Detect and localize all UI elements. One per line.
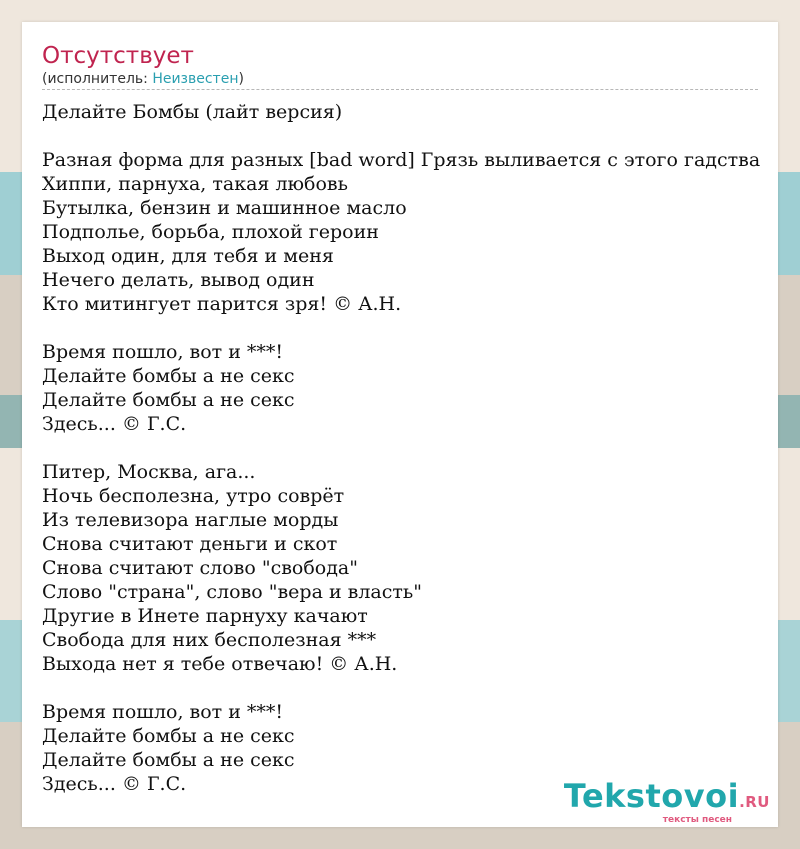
logo-domain: .RU [739,793,770,811]
logo-wordmark [560,779,770,819]
lyrics-line: Время пошло, вот и ***! [42,701,284,723]
lyrics-line: Хиппи, парнуха, такая любовь [42,173,348,195]
lyrics-blank-line [42,124,800,148]
lyrics-blank-line [42,316,800,340]
lyrics-blank-line [42,436,800,460]
lyrics-line: Свобода для них бесполезная *** [42,629,377,651]
logo-main-text: Tekstovoi [563,777,740,815]
lyrics-line: Выхода нет я тебе отвечаю! © А.Н. [42,653,398,675]
lyrics-text [42,100,800,796]
lyrics-line: Бутылка, бензин и машинное масло [42,197,407,219]
lyrics-line: Подполье, борьба, плохой героин [42,221,379,243]
header-divider [42,89,758,90]
lyrics-line: Делайте Бомбы (лайт версия) [42,101,343,123]
song-header [42,42,758,88]
lyrics-line: Другие в Инете парнуху качают [42,605,368,627]
lyrics-line: Ночь бесполезна, утро соврёт [42,485,345,507]
lyrics-line: Время пошло, вот и ***! [42,341,284,363]
lyrics-card [22,22,778,827]
lyrics-line: Снова считают слово "свобода" [42,557,358,579]
lyrics-line: Снова считают деньги и скот [42,533,338,555]
lyrics-line: Делайте бомбы а не секс [42,725,295,747]
artist-line [42,70,758,88]
lyrics-line: Здесь... © Г.С. [42,413,187,435]
lyrics-line: Кто митингует парится зря! © А.Н. [42,293,402,315]
lyrics-line: Питер, Москва, ага... [42,461,256,483]
song-title: Отсутствует [42,43,194,69]
lyrics-line: Выход один, для тебя и меня [42,245,334,267]
lyrics-line: Из телевизора наглые морды [42,509,339,531]
artist-suffix: ) [238,71,244,87]
artist-prefix: (исполнитель: [42,71,153,87]
artist-link[interactable]: Неизвестен [152,71,239,87]
lyrics-line: Слово "страна", слово "вера и власть" [42,581,422,603]
lyrics-blank-line [42,676,800,700]
lyrics-line: Делайте бомбы а не секс [42,389,295,411]
lyrics-line: Разная форма для разных [bad word] Грязь выливается с этого гадства [42,149,761,171]
lyrics-line: Нечего делать, вывод один [42,269,315,291]
lyrics-line: Делайте бомбы а не секс [42,749,295,771]
lyrics-line: Здесь... © Г.С. [42,773,187,795]
lyrics-line: Делайте бомбы а не секс [42,365,295,387]
logo-tagline: тексты песен [662,815,732,825]
tekstovoi-logo[interactable] [560,779,770,825]
